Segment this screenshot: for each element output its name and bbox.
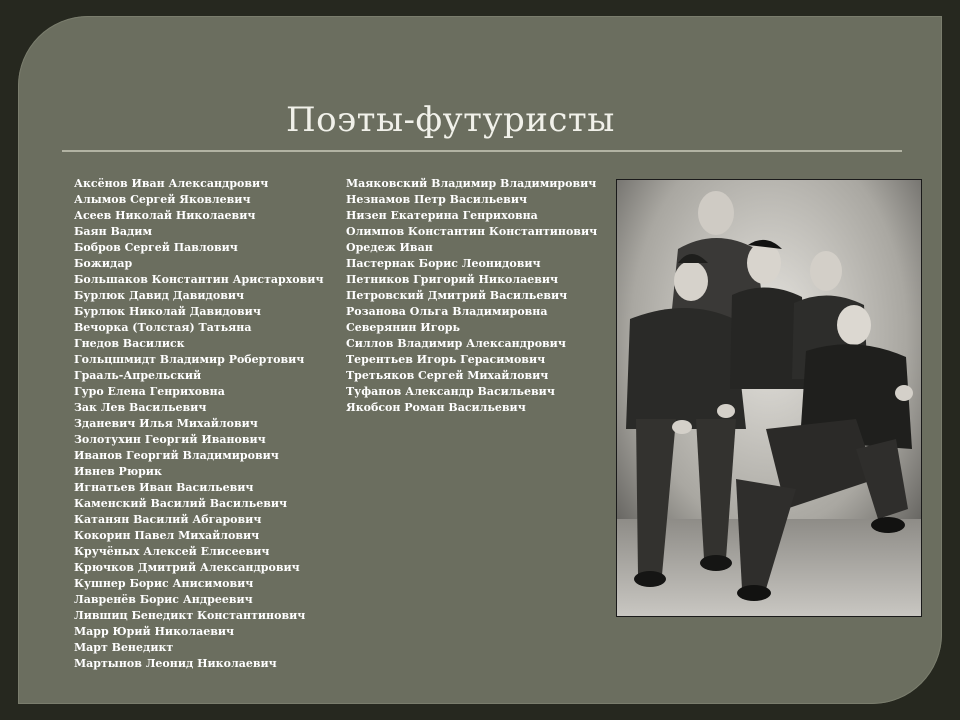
poet-name-left-item: Золотухин Георгий Иванович: [74, 433, 266, 446]
poet-name-left-item: Грааль-Апрельский: [74, 369, 202, 382]
poet-name-left-item: Крючков Дмитрий Александрович: [74, 561, 300, 574]
poet-name-left-item: Лившиц Бенедикт Константинович: [74, 609, 306, 622]
poet-name-left-item: Иванов Георгий Владимирович: [74, 449, 279, 462]
poet-name-right-item: Маяковский Владимир Владимирович: [346, 177, 597, 190]
poet-name-left-item: Зак Лев Васильевич: [74, 401, 207, 414]
poet-name-left-item: Катанян Василий Абгарович: [74, 513, 262, 526]
poet-name-right-item: Незнамов Петр Васильевич: [346, 193, 528, 206]
poet-name-right-item: Пастернак Борис Леонидович: [346, 257, 541, 270]
poet-name-left-item: Гнедов Василиск: [74, 337, 185, 350]
poet-name-left-item: Бобров Сергей Павлович: [74, 241, 238, 254]
title-divider: [62, 150, 902, 152]
poet-name-right-item: Терентьев Игорь Герасимович: [346, 353, 546, 366]
poet-name-left-item: Аксёнов Иван Александрович: [74, 177, 269, 190]
poet-name-left-item: Большаков Константин Аристархович: [74, 273, 324, 286]
poet-name-left-item: Каменский Василий Васильевич: [74, 497, 288, 510]
poet-name-right-item: Оредеж Иван: [346, 241, 433, 254]
poet-name-right-item: Низен Екатерина Генриховна: [346, 209, 538, 222]
poet-name-left-item: Бурлюк Давид Давидович: [74, 289, 245, 302]
poet-name-left-item: Кручёных Алексей Елисеевич: [74, 545, 270, 558]
poet-name-left-item: Март Венедикт: [74, 641, 174, 654]
poet-name-left-item: Кушнер Борис Анисимович: [74, 577, 254, 590]
poets-list-left: [74, 176, 324, 672]
poet-name-left-item: Ивнев Рюрик: [74, 465, 162, 478]
group-photo-image: [616, 179, 922, 617]
poet-name-right-item: Петровский Дмитрий Васильевич: [346, 289, 568, 302]
poet-name-left-item: Алымов Сергей Яковлевич: [74, 193, 251, 206]
poet-name-left-item: Бурлюк Николай Давидович: [74, 305, 261, 318]
poet-name-left-item: Кокорин Павел Михайлович: [74, 529, 260, 542]
poet-name-left-item: Гольцшмидт Владимир Робертович: [74, 353, 305, 366]
poet-name-right-item: Третьяков Сергей Михайлович: [346, 369, 549, 382]
poet-name-left-item: Баян Вадим: [74, 225, 153, 238]
poet-name-left-item: Марр Юрий Николаевич: [74, 625, 235, 638]
slide-title: Поэты-футуристы: [286, 100, 615, 140]
poet-name-right-item: Силлов Владимир Александрович: [346, 337, 566, 350]
group-photo: [616, 179, 922, 617]
poet-name-left-item: Асеев Николай Николаевич: [74, 209, 256, 222]
poet-name-left-item: Игнатьев Иван Васильевич: [74, 481, 254, 494]
poet-name-right-item: Туфанов Александр Васильевич: [346, 385, 555, 398]
poet-name-right-item: Петников Григорий Николаевич: [346, 273, 559, 286]
poet-name-right-item: Олимпов Константин Константинович: [346, 225, 598, 238]
poet-name-left-item: Мартынов Леонид Николаевич: [74, 657, 277, 670]
poet-name-right-item: Розанова Ольга Владимировна: [346, 305, 548, 318]
poet-name-left-item: Лавренёв Борис Андреевич: [74, 593, 253, 606]
poet-name-right-item: Якобсон Роман Васильевич: [346, 401, 526, 414]
poet-name-left-item: Божидар: [74, 257, 133, 270]
poets-list-right: [346, 176, 597, 416]
poet-name-left-item: Гуро Елена Генриховна: [74, 385, 225, 398]
poet-name-right-item: Северянин Игорь: [346, 321, 460, 334]
poet-name-left-item: Вечорка (Толстая) Татьяна: [74, 321, 252, 334]
poet-name-left-item: Зданевич Илья Михайлович: [74, 417, 258, 430]
